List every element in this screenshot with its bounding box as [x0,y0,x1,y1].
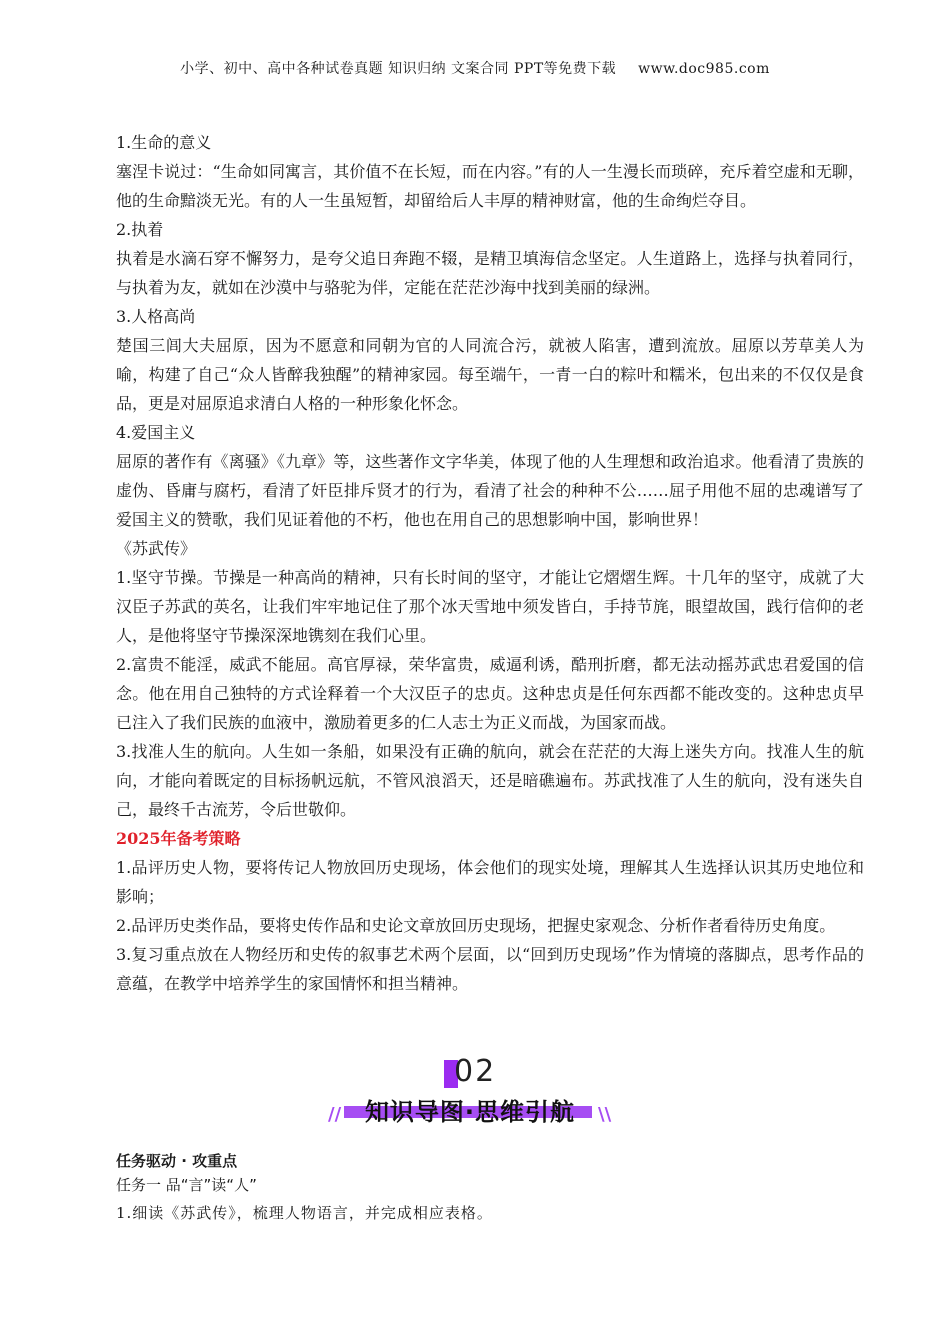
section-title: 知识导图·思维引航 [364,1098,576,1126]
task-section [116,1150,864,1228]
strategy-heading: 2025年备考策略 [116,829,241,848]
heading-noble-character: 3.人格高尚 [116,307,196,326]
paragraph: 塞涅卡说过：“生命如同寓言，其价值不在长短，而在内容。”有的人一生漫长而琐碎，充斥着空虚和无聊，他的生命黯淡无光。有的人一生虽短暂，却留给后人丰厚的精神财富，他的生命绚烂夺目。 [116,162,864,210]
paragraph: 执着是水滴石穿不懈努力，是夸父追日奔跑不辍，是精卫填海信念坚定。人生道路上，选择与执着同行，与执着为友，就如在沙漠中与骆驼为伴，定能在茫茫沙海中找到美丽的绿洲。 [116,249,864,297]
heading-persistence: 2.执着 [116,220,164,239]
paragraph: 3.复习重点放在人物经历和史传的叙事艺术两个层面，以“回到历史现场”作为情境的落脚点，思考作品的意蕴，在教学中培养学生的家国情怀和担当精神。 [116,945,864,993]
heading-su-wu-biography: 《苏武传》 [116,539,197,558]
task-instruction: 1.细读《苏武传》，梳理人物语言，并完成相应表格。 [116,1204,493,1222]
page-header [0,58,950,78]
section-number-badge [444,1054,497,1090]
section-number: 02 [454,1054,497,1089]
main-content [116,128,864,998]
paragraph: 2.富贵不能淫，威武不能屈。高官厚禄，荣华富贵，威逼利诱，酷刑折磨，都无法动摇苏武忠君爱国的信念。他在用自己独特的方式诠释着一个大汉臣子的忠贞。这种忠贞是任何东西都不能改变的。这种忠贞早已注入了我们民族的血液中，激励着更多的仁人志士为正义而战，为国家而战。 [116,655,864,732]
heading-meaning-of-life: 1.生命的意义 [116,133,212,152]
paragraph: 2.品评历史类作品，要将史传作品和史论文章放回历史现场，把握史家观念、分析作者看待历史角度。 [116,916,836,935]
paragraph: 屈原的著作有《离骚》《九章》等，这些著作文字华美，体现了他的人生理想和政治追求。他看清了贵族的虚伪、昏庸与腐朽，看清了奸臣排斥贤才的行为，看清了社会的种种不公……屈子用他不屈的忠魂谱写了爱国主义的赞歌，我们见证着他的不朽，他也在用自己的思想影响中国，影响世界！ [116,452,864,529]
header-url[interactable]: www.doc985.com [638,61,770,77]
paragraph: 1.坚守节操。节操是一种高尚的精神，只有长时间的坚守，才能让它熠熠生辉。十几年的坚守，成就了大汉臣子苏武的英名，让我们牢牢地记住了那个冰天雪地中须发皆白，手持节旄，眼望故国，践行信仰的老人，是他将坚守节操深深地镌刻在我们心里。 [116,568,864,645]
right-slash-decor: \\ [598,1104,612,1125]
task-heading: 任务驱动 · 攻重点 [116,1152,238,1170]
paragraph: 3.找准人生的航向。人生如一条船，如果没有正确的航向，就会在茫茫的大海上迷失方向。找准人生的航向，才能向着既定的目标扬帆远航，不管风浪滔天，还是暗礁遍布。苏武找准了人生的航向，没有迷失自己，最终千古流芳，令后世敬仰。 [116,742,864,819]
header-text: 小学、初中、高中各种试卷真题 知识归纳 文案合同 PPT等免费下载 [180,61,617,77]
left-slash-decor: // [328,1104,342,1125]
paragraph: 1.品评历史人物，要将传记人物放回历史现场，体会他们的现实处境，理解其人生选择认识其历史地位和影响； [116,858,864,906]
task-subtitle: 任务一 品“言”读“人” [116,1176,257,1194]
section-banner [0,1054,950,1134]
heading-patriotism: 4.爱国主义 [116,423,196,442]
paragraph: 楚国三闾大夫屈原，因为不愿意和同朝为官的人同流合污，就被人陷害，遭到流放。屈原以芳草美人为喻，构建了自己“众人皆醉我独醒”的精神家园。每至端午，一青一白的粽叶和糯米，包出来的不仅仅是食品，更是对屈原追求清白人格的一种形象化怀念。 [116,336,864,413]
